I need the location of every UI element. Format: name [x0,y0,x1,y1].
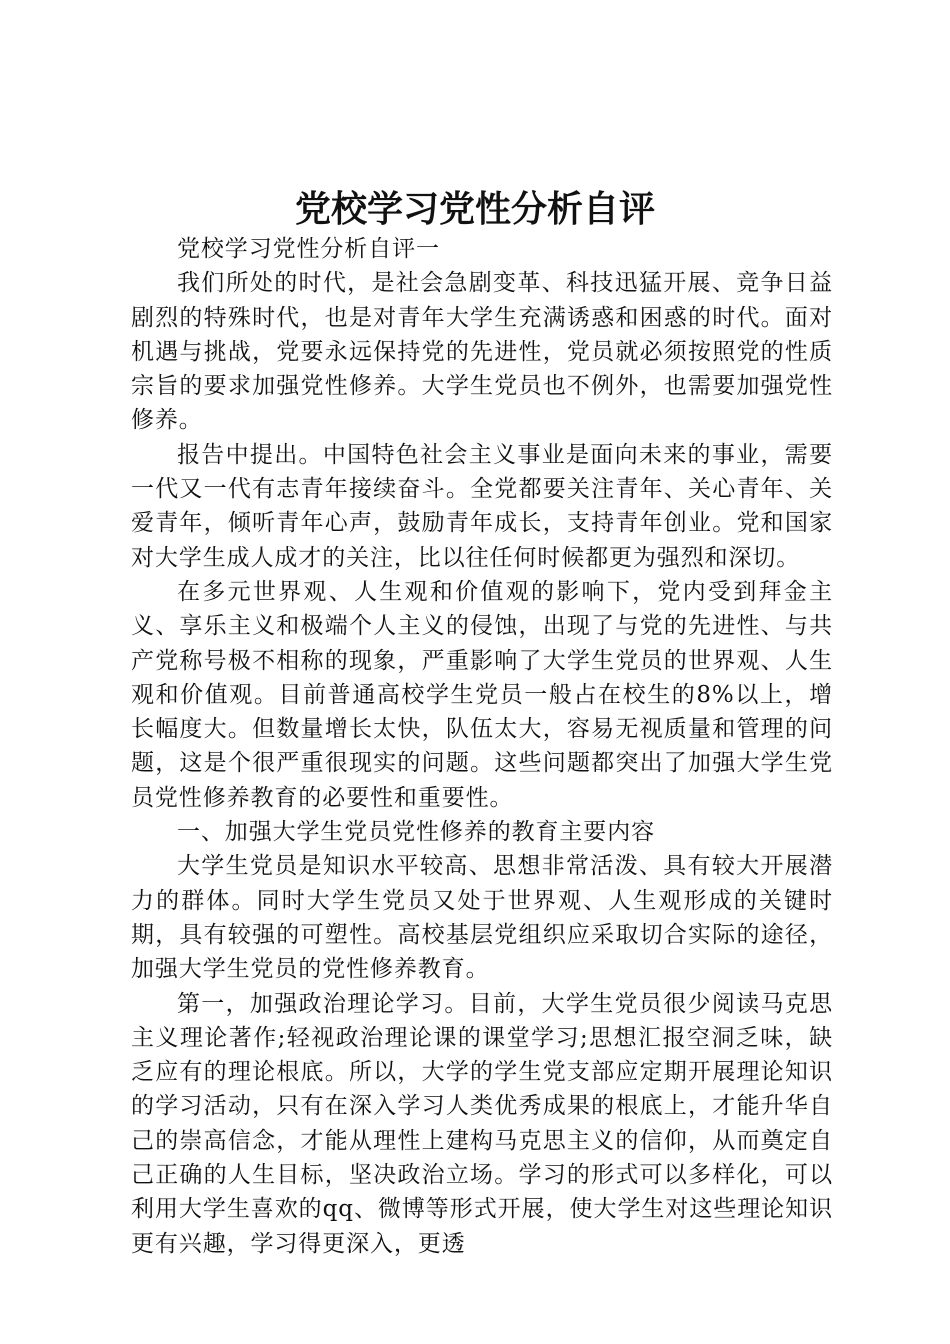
paragraph: 大学生党员是知识水平较高、思想非常活泼、具有较大开展潜力的群体。同时大学生党员又处于世界观、人生观形成的关键时期，具有较强的可塑性。高校基层党组织应采取切合实际的途径，加强大学生党员的党性修养教育。 [131,853,833,983]
paragraph-subtitle: 党校学习党性分析自评一 [177,236,440,262]
document-title: 党校学习党性分析自评 [294,188,655,230]
document-body [131,232,833,1261]
paragraph: 报告中提出。中国特色社会主义事业是面向未来的事业，需要一代又一代有志青年接续奋斗。全党都要关注青年、关心青年、关爱青年，倾听青年心声，鼓励青年成长，支持青年创业。党和国家对大学生成人成才的关注，比以往任何时候都更为强烈和深切。 [131,441,833,571]
paragraph: 在多元世界观、人生观和价值观的影响下，党内受到拜金主义、享乐主义和极端个人主义的侵蚀，出现了与党的先进性、与共产党称号极不相称的现象，严重影响了大学生党员的世界观、人生观和价值观。目前普通高校学生党员一般占在校生的8%以上，增长幅度大。但数量增长太快，队伍太大，容易无视质量和管理的问题，这是个很严重很现实的问题。这些问题都突出了加强大学生党员党性修养教育的必要性和重要性。 [131,578,833,811]
section-heading: 一、加强大学生党员党性修养的教育主要内容 [177,819,655,846]
paragraph: 第一，加强政治理论学习。目前，大学生党员很少阅读马克思主义理论著作;轻视政治理论课的课堂学习;思想汇报空洞乏味，缺乏应有的理论根底。所以，大学的学生党支部应定期开展理论知识的学习活动，只有在深入学习人类优秀成果的根底上，才能升华自己的崇高信念，才能从理性上建构马克思主义的信仰，从而奠定自己正确的人生目标，坚决政治立场。学习的形式可以多样化，可以利用大学生喜欢的qq、微博等形式开展，使大学生对这些理论知识更有兴趣，学习得更深入，更透 [131,990,833,1257]
paragraph: 我们所处的时代，是社会急剧变革、科技迅猛开展、竞争日益剧烈的特殊时代，也是对青年大学生充满诱惑和困惑的时代。面对机遇与挑战，党要永远保持党的先进性，党员就必须按照党的性质宗旨的要求加强党性修养。大学生党员也不例外，也需要加强党性修养。 [131,270,833,434]
